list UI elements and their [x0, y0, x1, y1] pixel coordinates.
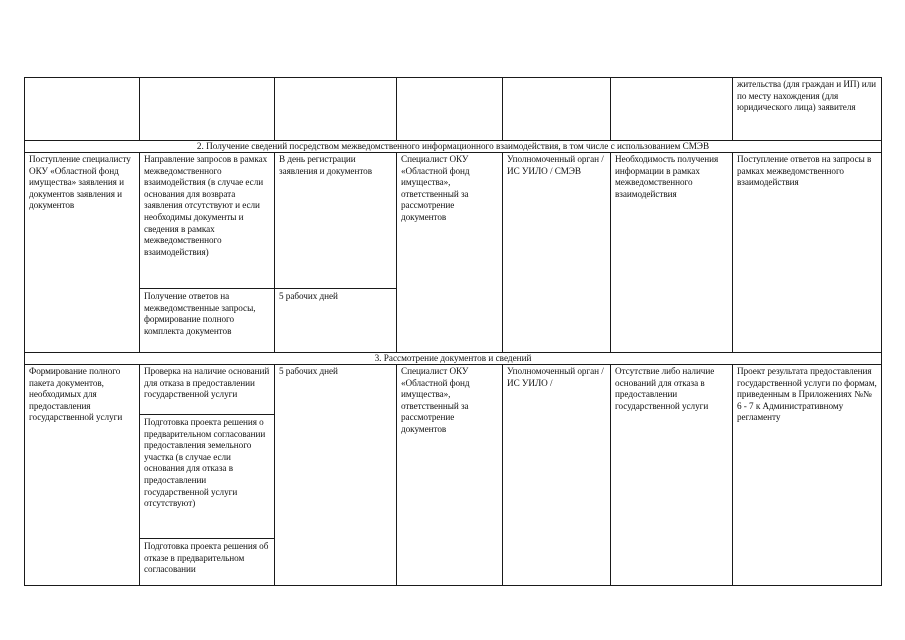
column-divider [610, 364, 611, 585]
subrow-divider [139, 538, 274, 539]
column-divider [502, 152, 503, 352]
column-divider [732, 77, 733, 140]
column-divider [274, 364, 275, 585]
s3-result-cell: Проект результата предоставления государственной услуги по формам, приведенным в Приложениях №№ 6 - 7 к Административному регламенту [737, 366, 877, 423]
section-2-title: 2. Получение сведений посредством межведомственного информационного взаимодействия, в том числе с использованием СМЭВ [196, 141, 710, 151]
section-3-title: 3. Рассмотрение документов и сведений [374, 353, 532, 363]
subrow-divider [139, 288, 396, 289]
column-divider [610, 77, 611, 140]
column-divider [881, 77, 882, 140]
s2-deadline-response-cell: 5 рабочих дней [279, 291, 338, 301]
s3-place-cell: Уполномоченный орган / ИС УИЛО / [507, 366, 604, 388]
row-divider [24, 364, 882, 365]
column-divider [24, 364, 25, 585]
column-divider [502, 77, 503, 140]
s3-action-check-cell: Проверка на наличие оснований для отказа в предоставлении государственной услуги [144, 366, 270, 400]
s2-responsible-cell: Специалист ОКУ «Областной фонд имущества», ответственный за рассмотрение документов [401, 154, 470, 222]
column-divider [396, 77, 397, 140]
s2-place-cell: Уполномоченный орган / ИС УИЛО / СМЭВ [507, 154, 604, 176]
column-divider [881, 364, 882, 585]
column-divider [502, 364, 503, 585]
column-divider [24, 77, 25, 140]
s3-criteria-cell: Отсутствие либо наличие оснований для отказа в предоставлении государственной услуги [615, 366, 715, 411]
column-divider [139, 364, 140, 585]
s2-criteria-cell: Необходимость получения информации в рамках межведомственного взаимодействия [615, 154, 719, 199]
s3-action-approval-draft-cell: Подготовка проекта решения о предварительном согласовании предоставления земельного участка (в случае если основания для отказа в предоставлении государственной услуги отсутствуют) [144, 417, 266, 509]
column-divider [274, 77, 275, 140]
applicant-location-cell: жительства (для граждан и ИП) или по месту нахождения (для юридического лица) заявителя [737, 79, 877, 113]
s3-responsible-cell: Специалист ОКУ «Областной фонд имущества», ответственный за рассмотрение документов [401, 366, 470, 434]
table-top-border [24, 77, 882, 78]
column-divider [396, 364, 397, 585]
subrow-divider [139, 414, 274, 415]
column-divider [24, 152, 25, 352]
column-divider [139, 77, 140, 140]
table-bottom-border [24, 585, 882, 586]
s3-action-refusal-draft-cell: Подготовка проекта решения об отказе в предварительном согласовании [144, 541, 269, 575]
column-divider [139, 152, 140, 352]
s2-action-response-cell: Получение ответов на межведомственные запросы, формирование полного комплекта документов [144, 291, 256, 336]
column-divider [732, 152, 733, 352]
s2-deadline-request-cell: В день регистрации заявления и документов [279, 154, 372, 176]
s2-result-cell: Поступление ответов на запросы в рамках межведомственного взаимодействия [737, 154, 872, 188]
s3-deadline-cell: 5 рабочих дней [279, 366, 338, 376]
column-divider [610, 152, 611, 352]
column-divider [274, 152, 275, 352]
s3-basis-cell: Формирование полного пакета документов, необходимых для предоставления государственной услуги [29, 366, 123, 423]
s2-action-request-cell: Направление запросов в рамках межведомственного взаимодействия (в случае если основания для возврата заявления отсутствуют и если необходимы документы и сведения в рамках межведомственного взаимодействия) [144, 154, 268, 257]
column-divider [732, 364, 733, 585]
column-divider [396, 152, 397, 352]
s2-basis-cell: Поступление специалисту ОКУ «Областной фонд имущества» заявления и документов заявления и документов [29, 154, 131, 211]
column-divider [881, 152, 882, 352]
row-divider [24, 152, 882, 153]
